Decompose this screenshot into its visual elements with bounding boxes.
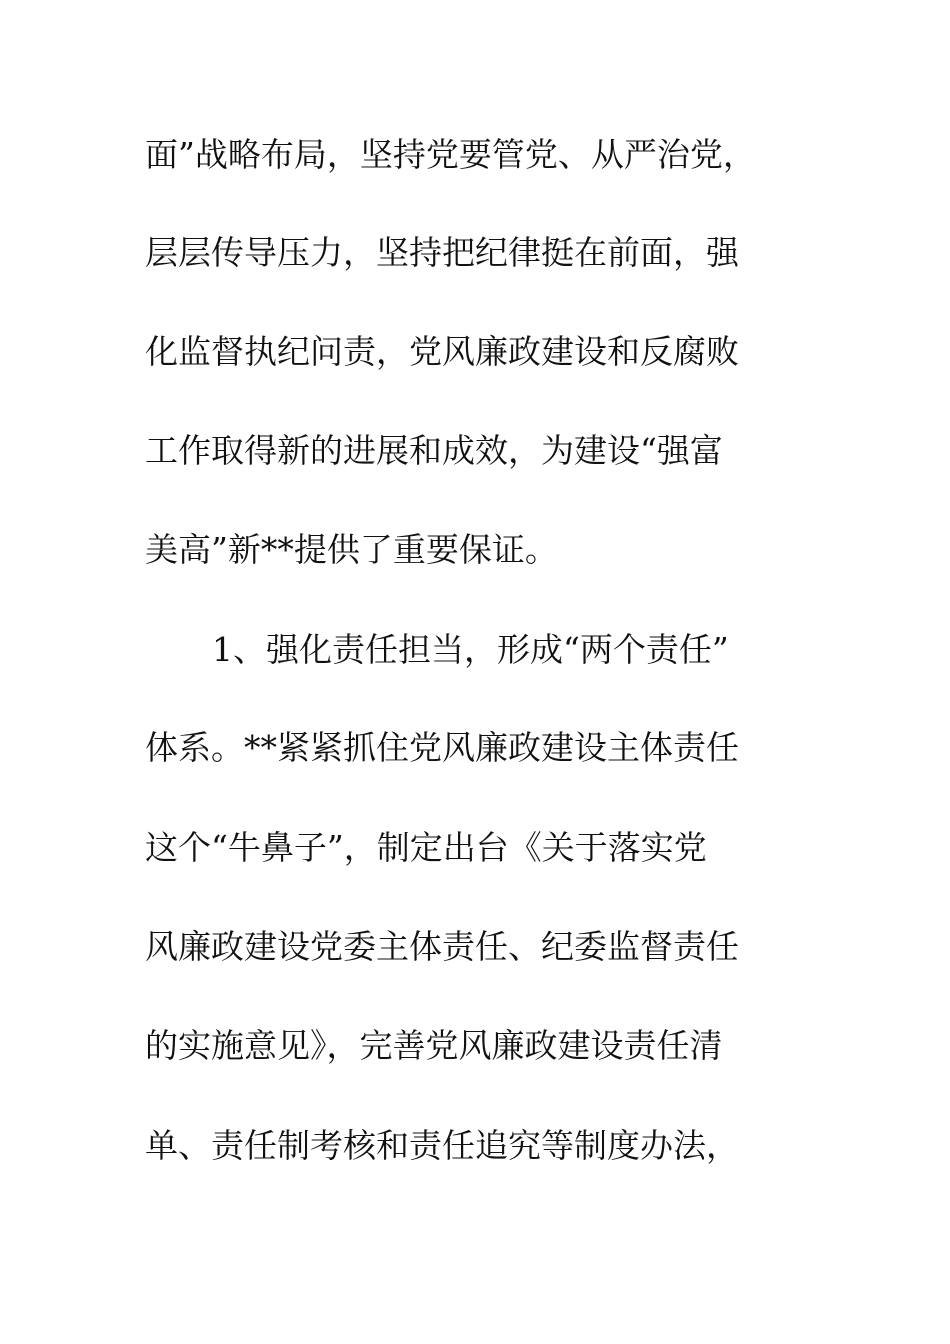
text-line: 风廉政建设党委主体责任、纪委监督责任 (145, 927, 739, 966)
text-line: 工作取得新的进展和成效，为建设“强富 (145, 431, 723, 470)
text-line: 面”战略布局，坚持党要管党、从严治党， (145, 135, 756, 174)
text-line: 这个“牛鼻子”，制定出台《关于落实党 (145, 828, 707, 867)
paragraph-heading: 1、强化责任担当，形成“两个责任” (212, 630, 729, 669)
text-line: 的实施意见》，完善党风廉政建设责任清 (145, 1026, 723, 1065)
text-line: 层层传导压力，坚持把纪律挺在前面，强 (145, 233, 739, 272)
text-line: 美高”新**提供了重要保证。 (145, 530, 558, 569)
text-line: 化监督执纪问责，党风廉政建设和反腐败 (145, 332, 739, 371)
text-line: 单、责任制考核和责任追究等制度办法， (145, 1126, 739, 1165)
text-line: 体系。**紧紧抓住党风廉政建设主体责任 (145, 728, 739, 767)
